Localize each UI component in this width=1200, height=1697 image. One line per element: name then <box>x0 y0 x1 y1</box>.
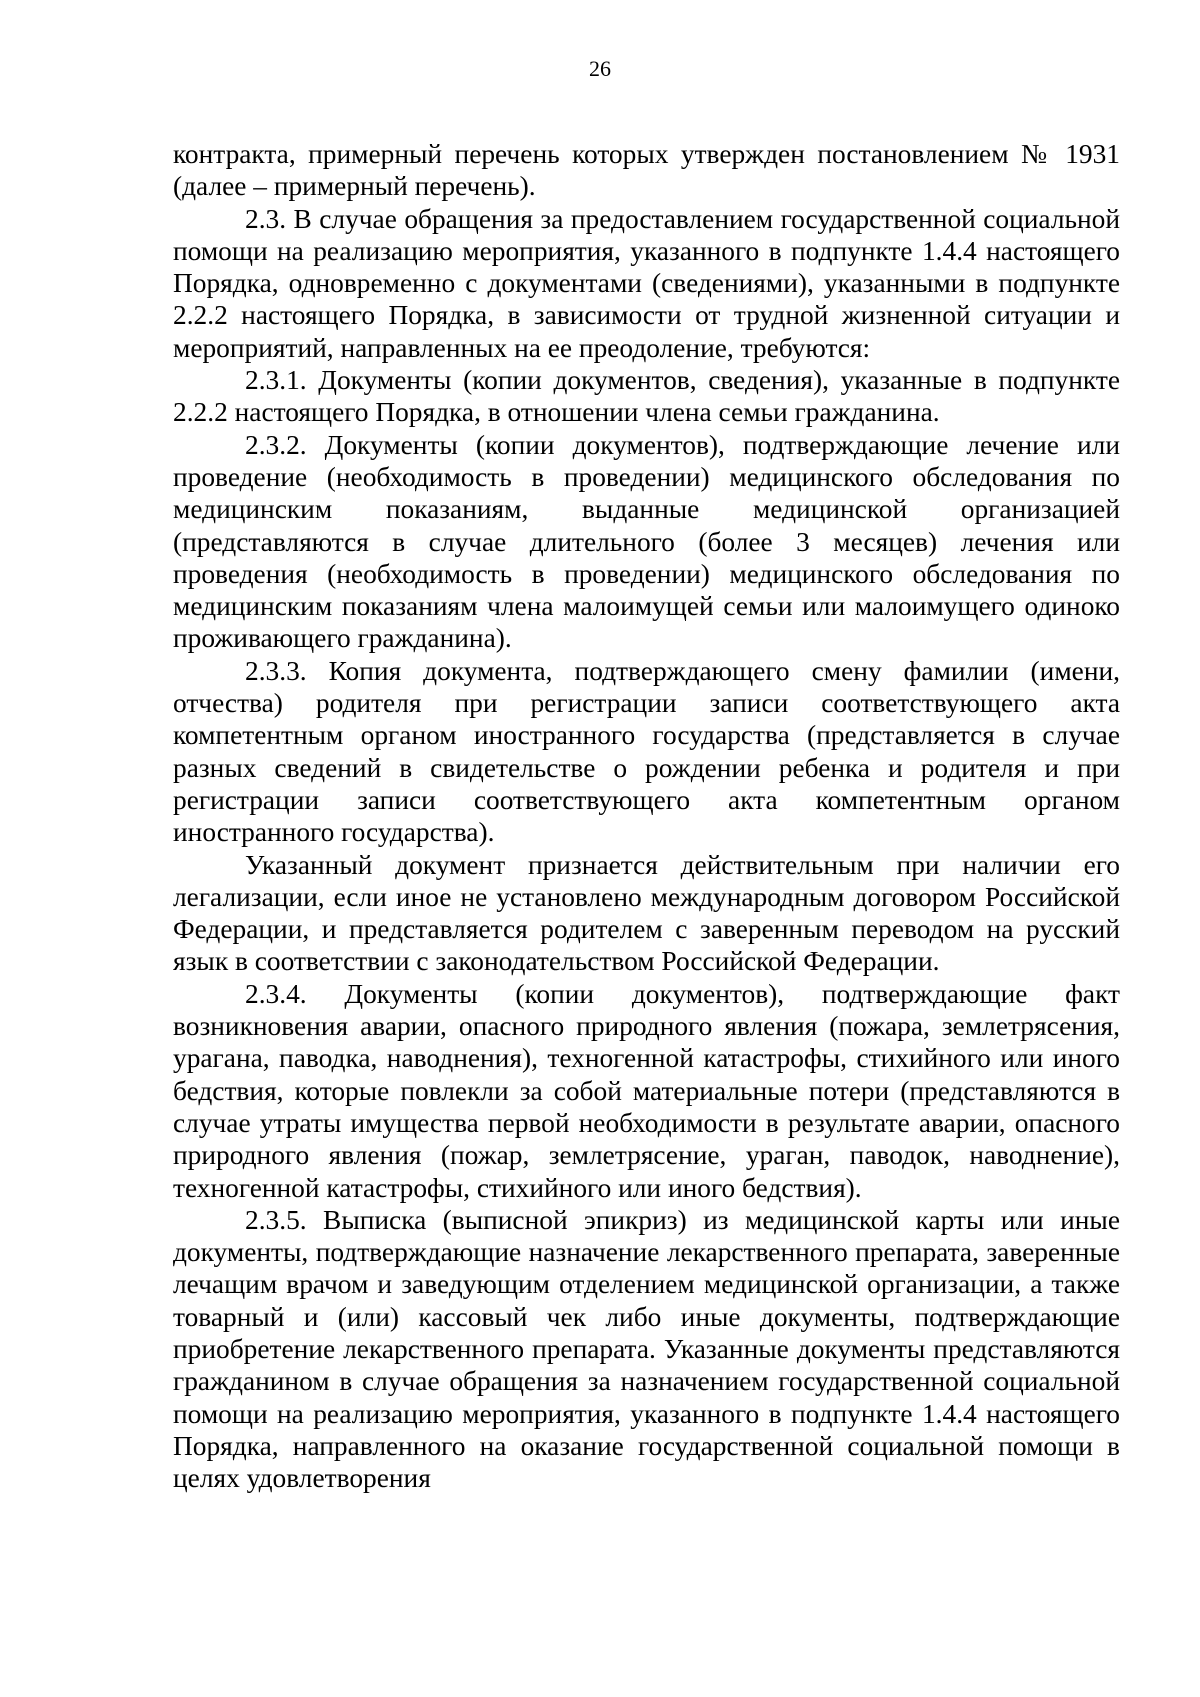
paragraph-2-3-1: 2.3.1. Документы (копии документов, сведения), указанные в подпункте 2.2.2 настоящего Порядка, в отношении члена семьи гражданина. <box>173 365 1120 428</box>
page-number: 26 <box>589 56 611 81</box>
paragraph-legalization: Указанный документ признается действительным при наличии его легализации, если иное не установлено международным договором Российской Федерации, и представляется родителем с заверенным переводом на русский язык в соответствии с законодательством Российской Федерации. <box>173 849 1120 977</box>
paragraph-2-3-3: 2.3.3. Копия документа, подтверждающего смену фамилии (имени, отчества) родителя при регистрации записи соответствующего акта компетентным органом иностранного государства (представляется в случае разных сведений в свидетельстве о рождении ребенка и родителя и при регистрации записи соответствующего акта компетентным органом иностранного государства). <box>173 655 1120 848</box>
document-body <box>173 138 1120 1494</box>
paragraph-continuation: контракта, примерный перечень которых утвержден постановлением № 1931 (далее – примерный перечень). <box>173 139 1120 202</box>
paragraph-2-3-4: 2.3.4. Документы (копии документов), подтверждающие факт возникновения аварии, опасного природного явления (пожара, землетрясения, урагана, паводка, наводнения), техногенной катастрофы, стихийного или иного бедствия, которые повлекли за собой материальные потери (представляются в случае утраты имущества первой необходимости в результате аварии, опасного природного явления (пожар, землетрясение, ураган, паводок, наводнение), техногенной катастрофы, стихийного или иного бедствия). <box>173 978 1120 1203</box>
paragraph-2-3: 2.3. В случае обращения за предоставлением государственной социальной помощи на реализацию мероприятия, указанного в подпункте 1.4.4 настоящего Порядка, одновременно с документами (сведениями), указанными в подпункте 2.2.2 настоящего Порядка, в зависимости от трудной жизненной ситуации и мероприятий, направленных на ее преодоление, требуются: <box>173 203 1120 363</box>
paragraph-2-3-5: 2.3.5. Выписка (выписной эпикриз) из медицинской карты или иные документы, подтверждающие назначение лекарственного препарата, заверенные лечащим врачом и заведующим отделением медицинской организации, а также товарный и (или) кассовый чек либо иные документы, подтверждающие приобретение лекарственного препарата. Указанные документы представляются гражданином в случае обращения за назначением государственной социальной помощи на реализацию мероприятия, указанного в подпункте 1.4.4 настоящего Порядка, направленного на оказание государственной социальной помощи в целях удовлетворения <box>173 1204 1120 1494</box>
paragraph-2-3-2: 2.3.2. Документы (копии документов), подтверждающие лечение или проведение (необходимость в проведении) медицинского обследования по медицинским показаниям, выданные медицинской организацией (представляются в случае длительного (более 3 месяцев) лечения или проведения (необходимость в проведении) медицинского обследования по медицинским показаниям члена малоимущей семьи или малоимущего одиноко проживающего гражданина). <box>173 429 1120 654</box>
